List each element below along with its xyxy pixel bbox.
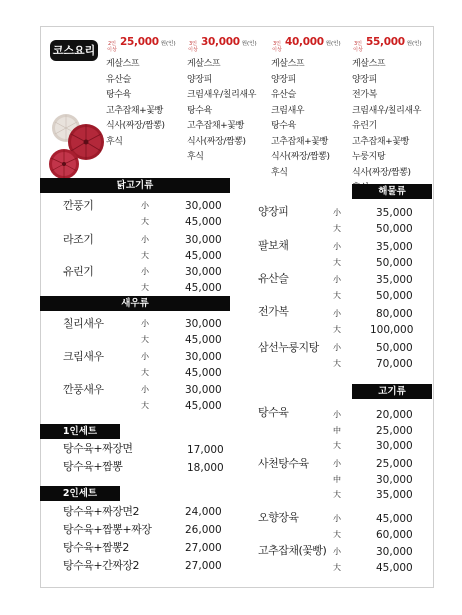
size-label: 大 bbox=[141, 283, 149, 292]
course-min-people: 3인이상 bbox=[272, 41, 282, 53]
course-item: 탕수육 bbox=[271, 121, 296, 131]
section-header-seafood: 해물류 bbox=[352, 184, 432, 199]
size-label: 大 bbox=[333, 490, 341, 499]
course-item: 식사(짜장/짬뽕) bbox=[106, 121, 165, 131]
menu-item-name: 탕수육+짜장면2 bbox=[63, 505, 139, 518]
price: 30,000 bbox=[376, 474, 413, 486]
section-header-shrimp: 새우류 bbox=[40, 296, 230, 311]
menu-item-name: 오향장육 bbox=[258, 511, 299, 524]
size-label: 大 bbox=[333, 325, 341, 334]
course-price: 30,000 bbox=[201, 36, 240, 48]
course-item: 식사(짜장/짬뽕) bbox=[271, 152, 330, 162]
size-label: 小 bbox=[141, 352, 149, 361]
size-label: 大 bbox=[141, 251, 149, 260]
size-label: 小 bbox=[333, 309, 341, 318]
course-column-25000 bbox=[106, 36, 196, 150]
menu-item-name: 라조기 bbox=[63, 233, 94, 246]
course-item: 후식 bbox=[187, 152, 204, 162]
price: 30,000 bbox=[185, 318, 222, 330]
price: 45,000 bbox=[185, 400, 222, 412]
size-label: 小 bbox=[141, 319, 149, 328]
size-label: 大 bbox=[333, 441, 341, 450]
course-min-people: 3인이상 bbox=[353, 41, 363, 53]
size-label: 中 bbox=[333, 426, 341, 435]
price: 100,000 bbox=[370, 324, 414, 336]
size-label: 小 bbox=[333, 547, 341, 556]
course-price: 25,000 bbox=[120, 36, 159, 48]
price: 24,000 bbox=[185, 506, 222, 518]
section-header-chicken: 닭고기류 bbox=[40, 178, 230, 193]
course-min-people: 2인이상 bbox=[107, 41, 117, 53]
size-label: 小 bbox=[141, 201, 149, 210]
course-item: 누룽지탕 bbox=[352, 152, 386, 162]
size-label: 小 bbox=[141, 267, 149, 276]
price: 80,000 bbox=[376, 308, 413, 320]
size-label: 大 bbox=[141, 401, 149, 410]
course-item: 게살스프 bbox=[187, 59, 221, 69]
course-column-30000 bbox=[187, 36, 277, 166]
size-label: 大 bbox=[333, 359, 341, 368]
price: 25,000 bbox=[376, 425, 413, 437]
price: 30,000 bbox=[185, 266, 222, 278]
price: 27,000 bbox=[185, 560, 222, 572]
size-label: 大 bbox=[141, 335, 149, 344]
course-item: 식사(짜장/짬뽕) bbox=[352, 167, 411, 178]
price: 30,000 bbox=[185, 234, 222, 246]
price: 45,000 bbox=[376, 562, 413, 574]
size-label: 大 bbox=[333, 224, 341, 233]
course-item: 양장피 bbox=[187, 74, 212, 85]
menu-item-name: 양장피 bbox=[258, 205, 289, 218]
price: 50,000 bbox=[376, 290, 413, 302]
course-item: 게살스프 bbox=[106, 59, 140, 69]
size-label: 小 bbox=[333, 459, 341, 468]
menu-item-name: 유린기 bbox=[63, 265, 94, 278]
menu-item-name: 탕수육+간짜장2 bbox=[63, 559, 139, 572]
menu-item-name: 고추잡채(꽃빵) bbox=[258, 544, 327, 557]
course-item: 탕수육 bbox=[187, 105, 212, 116]
size-label: 大 bbox=[333, 563, 341, 572]
course-item: 유린기 bbox=[352, 121, 377, 131]
course-item: 고추잡채+꽃빵 bbox=[352, 136, 409, 147]
course-price: 40,000 bbox=[285, 36, 324, 48]
menu-item-name: 탕수육+짜장면 bbox=[63, 442, 133, 455]
price: 35,000 bbox=[376, 274, 413, 286]
size-label: 中 bbox=[333, 475, 341, 484]
menu-item-name: 크림새우 bbox=[63, 350, 104, 363]
course-price-unit: 원(인) bbox=[241, 41, 257, 47]
price: 45,000 bbox=[185, 334, 222, 346]
course-item: 식사(짜장/짬뽕) bbox=[187, 136, 246, 147]
menu-item-name: 탕수육+짬뽕 bbox=[63, 460, 123, 473]
price: 45,000 bbox=[185, 367, 222, 379]
price: 18,000 bbox=[187, 462, 224, 474]
section-header-set1: 1인세트 bbox=[40, 424, 120, 439]
course-item: 크림새우 bbox=[271, 105, 305, 116]
course-item: 양장피 bbox=[271, 74, 296, 85]
course-column-40000 bbox=[271, 36, 361, 181]
price: 35,000 bbox=[376, 241, 413, 253]
price: 30,000 bbox=[185, 200, 222, 212]
course-item: 크림새우/칠리새우 bbox=[187, 90, 256, 100]
size-label: 小 bbox=[333, 514, 341, 523]
price: 20,000 bbox=[376, 409, 413, 421]
course-item: 탕수육 bbox=[106, 90, 131, 100]
course-item: 유산슬 bbox=[271, 90, 296, 100]
course-column-55000 bbox=[352, 36, 432, 197]
section-header-meat: 고기류 bbox=[352, 384, 432, 399]
price: 30,000 bbox=[376, 546, 413, 558]
size-label: 大 bbox=[333, 291, 341, 300]
price: 35,000 bbox=[376, 207, 413, 219]
price: 27,000 bbox=[185, 542, 222, 554]
menu-item-name: 사천탕수육 bbox=[258, 457, 309, 470]
course-min-people: 3인이상 bbox=[188, 41, 198, 53]
price: 30,000 bbox=[185, 384, 222, 396]
course-price-unit: 원(인) bbox=[325, 41, 341, 47]
course-price-unit: 원(인) bbox=[406, 41, 422, 47]
course-item: 고추잡채+꽃빵 bbox=[187, 121, 244, 131]
size-label: 大 bbox=[141, 217, 149, 226]
price: 25,000 bbox=[376, 458, 413, 470]
menu-item-name: 탕수육 bbox=[258, 406, 289, 419]
size-label: 大 bbox=[333, 258, 341, 267]
course-item: 후식 bbox=[106, 136, 123, 147]
price: 30,000 bbox=[376, 440, 413, 452]
course-item: 후식 bbox=[271, 167, 288, 178]
course-badge: 코스요리 bbox=[50, 40, 98, 61]
course-item: 전가복 bbox=[352, 90, 377, 100]
price: 35,000 bbox=[376, 489, 413, 501]
menu-item-name: 탕수육+짬뽕2 bbox=[63, 541, 129, 554]
price: 50,000 bbox=[376, 257, 413, 269]
course-item: 유산슬 bbox=[106, 74, 131, 85]
size-label: 小 bbox=[333, 410, 341, 419]
menu-item-name: 깐풍새우 bbox=[63, 383, 104, 396]
size-label: 小 bbox=[333, 208, 341, 217]
size-label: 小 bbox=[333, 343, 341, 352]
size-label: 大 bbox=[141, 368, 149, 377]
course-price: 55,000 bbox=[366, 36, 405, 48]
price: 50,000 bbox=[376, 342, 413, 354]
section-header-set2: 2인세트 bbox=[40, 486, 120, 501]
size-label: 小 bbox=[333, 242, 341, 251]
price: 26,000 bbox=[185, 524, 222, 536]
size-label: 小 bbox=[141, 385, 149, 394]
menu-item-name: 팔보채 bbox=[258, 239, 289, 252]
course-item: 양장피 bbox=[352, 74, 377, 85]
menu-item-name: 깐풍기 bbox=[63, 199, 94, 212]
price: 70,000 bbox=[376, 358, 413, 370]
price: 50,000 bbox=[376, 223, 413, 235]
price: 45,000 bbox=[185, 250, 222, 262]
size-label: 小 bbox=[333, 275, 341, 284]
menu-item-name: 칠리새우 bbox=[63, 317, 104, 330]
price: 45,000 bbox=[376, 513, 413, 525]
menu-item-name: 전가복 bbox=[258, 305, 289, 318]
course-item: 게살스프 bbox=[352, 59, 386, 69]
menu-item-name: 유산슬 bbox=[258, 272, 289, 285]
price: 30,000 bbox=[185, 351, 222, 363]
menu-item-name: 탕수육+짬뽕+짜장 bbox=[63, 523, 152, 536]
course-item: 고추잡채+꽃빵 bbox=[271, 136, 328, 147]
menu-item-name: 삼선누룽지탕 bbox=[258, 341, 319, 354]
price: 45,000 bbox=[185, 216, 222, 228]
fan-decoration-image bbox=[46, 112, 108, 182]
price: 60,000 bbox=[376, 529, 413, 541]
course-item: 게살스프 bbox=[271, 59, 305, 69]
course-item: 크림새우/칠리새우 bbox=[352, 105, 421, 116]
price: 45,000 bbox=[185, 282, 222, 294]
price: 17,000 bbox=[187, 444, 224, 456]
size-label: 小 bbox=[141, 235, 149, 244]
size-label: 大 bbox=[333, 530, 341, 539]
course-item: 고추잡채+꽃빵 bbox=[106, 105, 163, 116]
course-price-unit: 원(인) bbox=[160, 41, 176, 47]
